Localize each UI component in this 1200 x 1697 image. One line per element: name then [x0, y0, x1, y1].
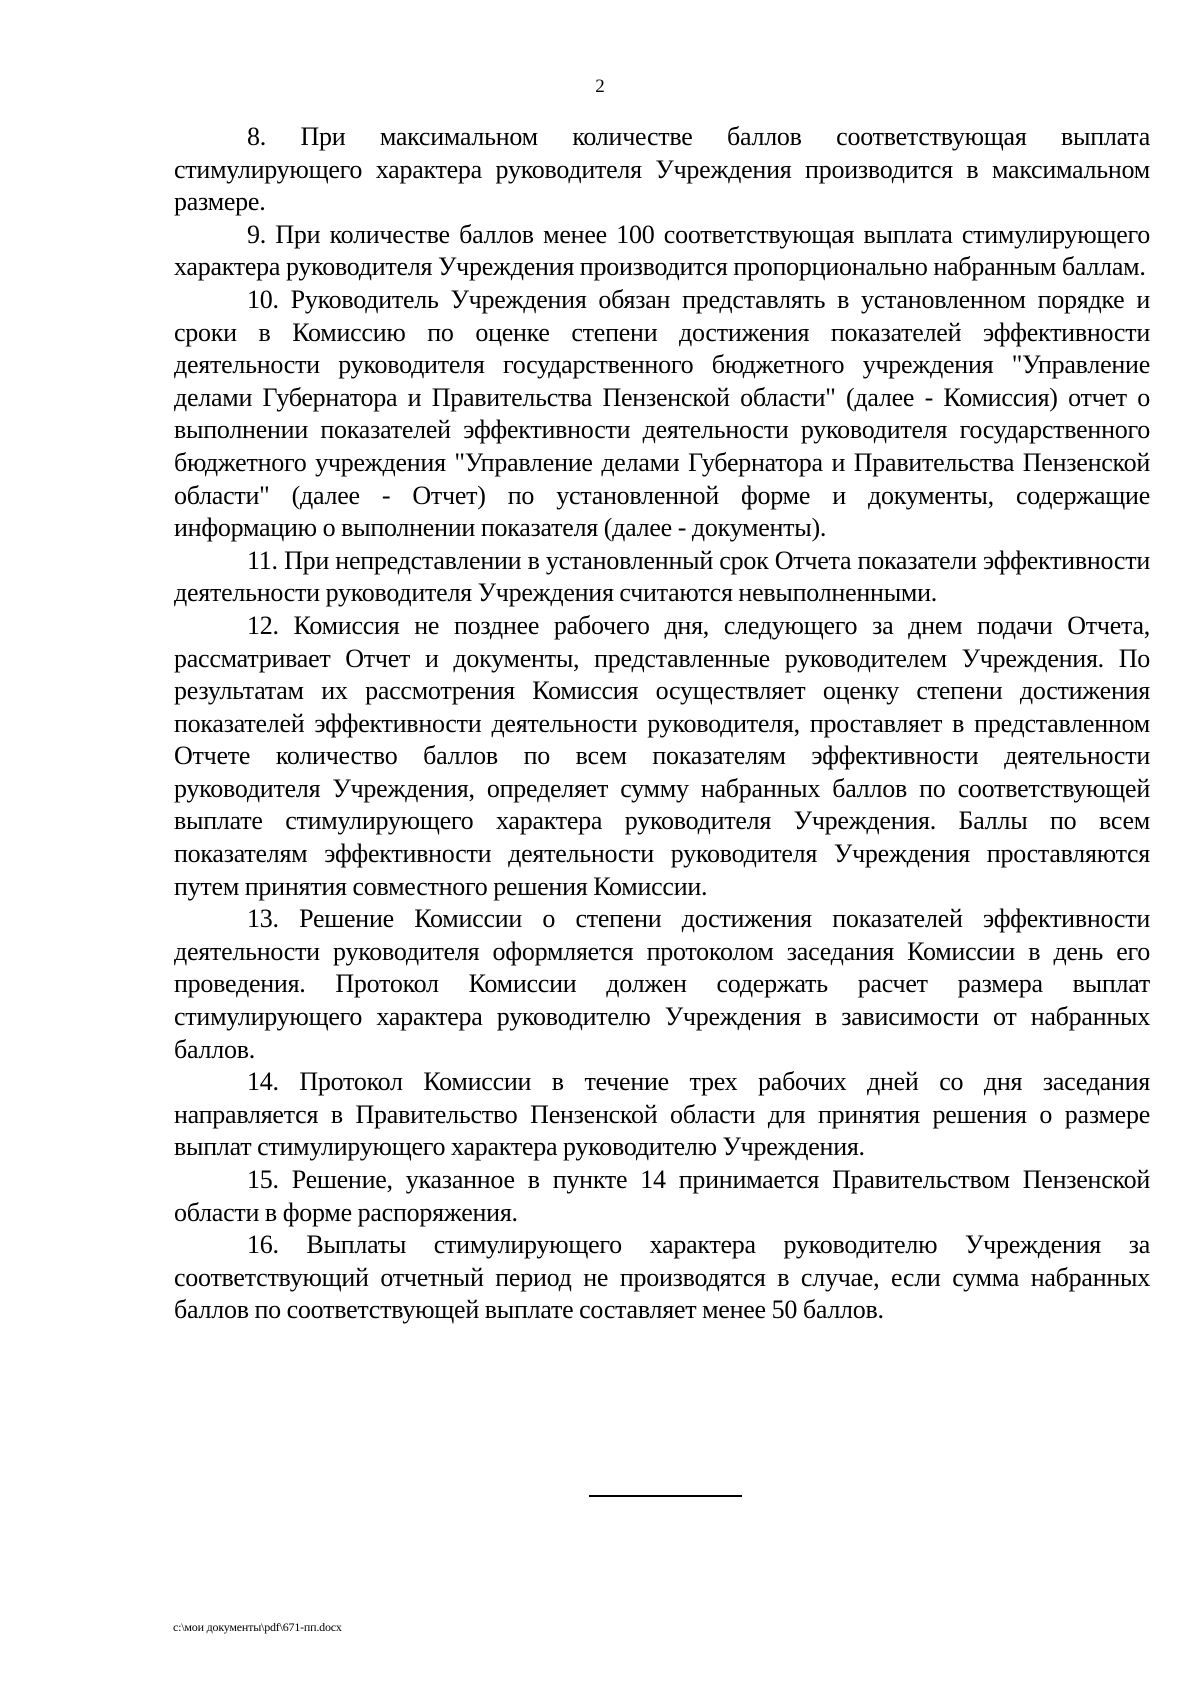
- paragraph-16: 16. Выплаты стимулирующего характера руководителю Учреждения за соответствующий отчетный период не производятся в случае, если сумма набранных баллов по соответствующей выплате составляет менее 50 баллов.: [174, 1230, 1150, 1325]
- paragraph-8: 8. При максимальном количестве баллов соответствующая выплата стимулирующего характера руководителя Учреждения производится в максимальном размере.: [174, 122, 1150, 217]
- document-body: [174, 121, 1150, 1327]
- paragraph-13: 13. Решение Комиссии о степени достижения показателей эффективности деятельности руководителя оформляется протоколом заседания Комиссии в день его проведения. Протокол Комиссии должен содержать расчет размера выплат стимулирующего характера руководителю Учреждения в зависимости от набранных баллов.: [174, 904, 1150, 1064]
- paragraph-11: 11. При непредставлении в установленный срок Отчета показатели эффективности деятельности руководителя Учреждения считаются невыполненными.: [174, 545, 1150, 608]
- end-of-document-divider: [589, 1495, 742, 1497]
- paragraph-12: 12. Комиссия не позднее рабочего дня, следующего за днем подачи Отчета, рассматривает Отчет и документы, представленные руководителем Учреждения. По результатам их рассмотрения Комиссия осуществляет оценку степени достижения показателей эффективности деятельности руководителя, проставляет в представленном Отчете количество баллов по всем показателям эффективности деятельности руководителя Учреждения, определяет сумму набранных баллов по соответствующей выплате стимулирующего характера руководителя Учреждения. Баллы по всем показателям эффективности деятельности руководителя Учреждения проставляются путем принятия совместного решения Комиссии.: [174, 610, 1150, 901]
- paragraph-14: 14. Протокол Комиссии в течение трех рабочих дней со дня заседания направляется в Правительство Пензенской области для принятия решения о размере выплат стимулирующего характера руководителю Учреждения.: [174, 1067, 1150, 1162]
- page-number: 2: [595, 76, 605, 97]
- paragraph-15: 15. Решение, указанное в пункте 14 принимается Правительством Пензенской области в форме распоряжения.: [174, 1165, 1150, 1227]
- paragraph-9: 9. При количестве баллов менее 100 соответствующая выплата стимулирующего характера руководителя Учреждения производится пропорционально набранным баллам.: [174, 219, 1150, 282]
- footer-file-path: c:\мои документы\pdf\671-пп.docx: [173, 1620, 342, 1634]
- paragraph-10: 10. Руководитель Учреждения обязан представлять в установленном порядке и сроки в Комиссию по оценке степени достижения показателей эффективности деятельности руководителя государственного бюджетного учреждения "Управление делами Губернатора и Правительства Пензенской области" (далее - Комиссия) отчет о выполнении показателей эффективности деятельности руководителя государственного бюджетного учреждения "Управление делами Губернатора и Правительства Пензенской области" (далее - Отчет) по установленной форме и документы, содержащие информацию о выполнении показателя (далее - документы).: [174, 284, 1150, 543]
